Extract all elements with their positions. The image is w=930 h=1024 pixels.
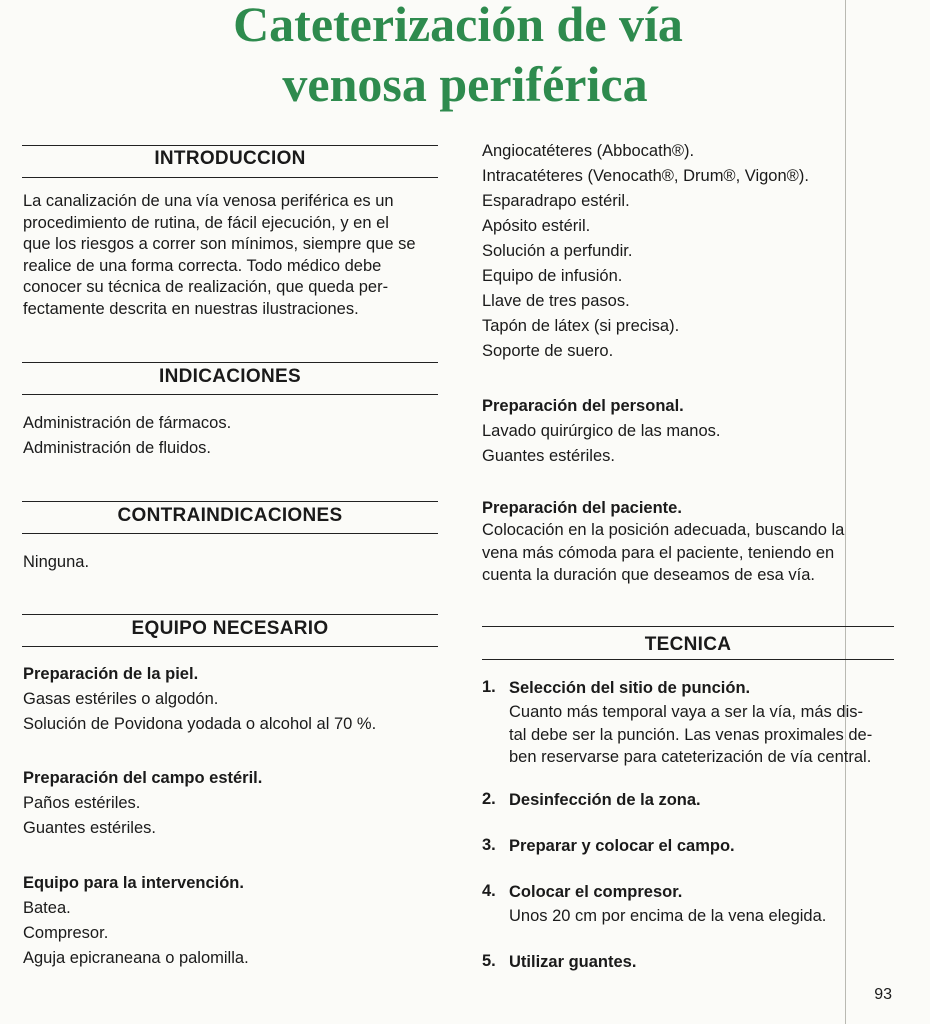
equipo-item: Intracatéteres (Venocath®, Drum®, Vigon®). (482, 167, 809, 185)
divider (22, 177, 438, 178)
equipo-item: Llave de tres pasos. (482, 292, 630, 310)
subheading-intervencion: Equipo para la intervención. (23, 874, 244, 892)
personal-item: Lavado quirúrgico de las manos. (482, 422, 721, 440)
paciente-line: vena más cómoda para el paciente, teniendo en (482, 543, 835, 562)
page-edge-rule (845, 0, 846, 1024)
equipo-item: Gasas estériles o algodón. (23, 690, 219, 708)
intro-line: procedimiento de rutina, de fácil ejecución, y en el (23, 213, 389, 232)
intro-line: que los riesgos a correr son mínimos, siempre que se (23, 235, 416, 253)
paciente-line: cuenta la duración que deseamos de esa vía. (482, 566, 815, 584)
step-number: 4. (482, 882, 496, 900)
equipo-item: Batea. (23, 899, 71, 917)
subheading-piel: Preparación de la piel. (23, 665, 199, 683)
step-line: tal debe ser la punción. Las venas proximales de- (509, 725, 873, 744)
divider (482, 626, 894, 627)
heading-equipo-necesario: EQUIPO NECESARIO (131, 618, 329, 639)
divider (482, 659, 894, 660)
heading-introduccion: INTRODUCCION (154, 148, 306, 169)
page-title (0, 0, 930, 112)
step-title: Utilizar guantes. (509, 953, 637, 971)
equipo-item: Esparadrapo estéril. (482, 192, 630, 210)
divider (22, 533, 438, 534)
page-title-line-1: Cateterización de vía (233, 0, 683, 52)
subheading-campo-esteril: Preparación del campo estéril. (23, 769, 263, 787)
page-title-line-2: venosa periférica (282, 56, 648, 112)
equipo-item: Solución de Povidona yodada o alcohol al 70 %. (23, 715, 377, 733)
intro-line: realice de una forma correcta. Todo médico debe (23, 256, 382, 275)
divider (22, 145, 438, 146)
divider (22, 646, 438, 647)
equipo-item: Guantes estériles. (23, 819, 156, 837)
contraindicaciones-text: Ninguna. (23, 553, 90, 571)
equipo-item: Soporte de suero. (482, 342, 614, 360)
intro-line: La canalización de una vía venosa periférica es un (23, 192, 394, 210)
equipo-item: Solución a perfundir. (482, 242, 633, 260)
page-number: 93 (874, 986, 892, 1003)
divider (22, 501, 438, 502)
equipo-item: Compresor. (23, 924, 109, 942)
indicaciones-item: Administración de fármacos. (23, 414, 232, 432)
step-title: Selección del sitio de punción. (509, 679, 751, 697)
step-title: Colocar el compresor. (509, 883, 683, 901)
step-line: ben reservarse para cateterización de vía central. (509, 748, 872, 766)
equipo-item: Angiocatéteres (Abbocath®). (482, 142, 695, 160)
paciente-paragraph (482, 519, 896, 587)
indicaciones-item: Administración de fluidos. (23, 439, 212, 457)
paciente-line: Colocación en la posición adecuada, buscando la (482, 521, 845, 539)
step-description (509, 701, 895, 769)
equipo-item: Aguja epicraneana o palomilla. (23, 949, 249, 967)
equipo-item: Tapón de látex (si precisa). (482, 317, 680, 335)
equipo-item: Equipo de infusión. (482, 267, 623, 285)
step-line: Cuanto más temporal vaya a ser la vía, más dis- (509, 703, 863, 721)
step-number: 5. (482, 952, 496, 970)
subheading-paciente: Preparación del paciente. (482, 499, 682, 517)
equipo-item: Paños estériles. (23, 794, 141, 812)
subheading-personal: Preparación del personal. (482, 397, 684, 415)
step-number: 1. (482, 678, 496, 696)
step-line: Unos 20 cm por encima de la vena elegida. (509, 907, 827, 925)
step-title: Preparar y colocar el campo. (509, 837, 735, 855)
intro-line: conocer su técnica de realización, que queda per- (23, 278, 389, 296)
divider (22, 614, 438, 615)
divider (22, 362, 438, 363)
step-number: 3. (482, 836, 496, 854)
heading-indicaciones: INDICACIONES (159, 366, 301, 387)
step-number: 2. (482, 790, 496, 808)
personal-item: Guantes estériles. (482, 447, 615, 465)
heading-contraindicaciones: CONTRAINDICACIONES (117, 505, 343, 526)
divider (22, 394, 438, 395)
heading-tecnica: TECNICA (644, 634, 732, 655)
step-title: Desinfección de la zona. (509, 791, 701, 809)
intro-paragraph (23, 191, 439, 320)
intro-line: fectamente descrita en nuestras ilustraciones. (23, 299, 359, 318)
equipo-item: Apósito estéril. (482, 217, 591, 235)
